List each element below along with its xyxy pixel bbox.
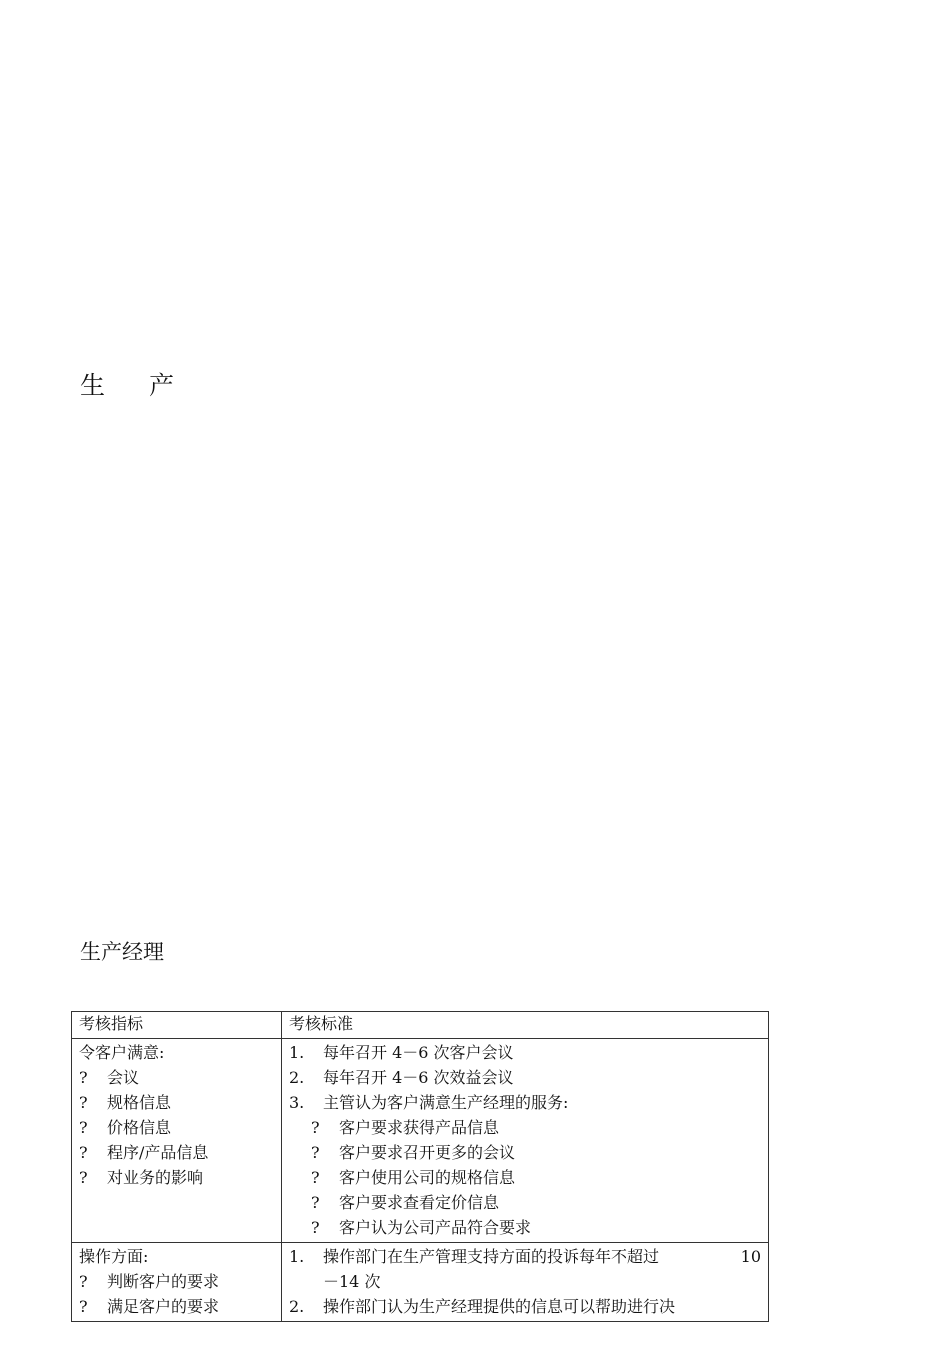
bullet: ? xyxy=(311,1193,320,1212)
standard-subitem: ? 客户要求召开更多的会议 xyxy=(289,1140,761,1165)
table-row xyxy=(72,1039,769,1243)
section-title xyxy=(80,366,174,402)
bullet: ? xyxy=(79,1297,88,1316)
bullet: ? xyxy=(311,1218,320,1237)
indicator-item: ? 对业务的影响 xyxy=(79,1165,274,1190)
standard-item: 2. 操作部门认为生产经理提供的信息可以帮助进行决 xyxy=(289,1297,676,1316)
indicator-item: ? 程序/产品信息 xyxy=(79,1140,274,1165)
standard-item: 1. 操作部门在生产管理支持方面的投诉每年不超过 10 xyxy=(289,1244,761,1269)
standard-cell xyxy=(282,1243,769,1322)
bullet: ? xyxy=(79,1068,88,1087)
table-row xyxy=(72,1243,769,1322)
bullet: ? xyxy=(311,1143,320,1162)
standard-item: 3. 主管认为客户满意生产经理的服务: xyxy=(289,1093,569,1112)
header-indicator: 考核指标 xyxy=(72,1012,282,1039)
section-title-char-2: 产 xyxy=(149,371,175,400)
bullet: ? xyxy=(79,1143,88,1162)
indicator-item: ? 规格信息 xyxy=(79,1090,274,1115)
indicator-title: 操作方面: xyxy=(79,1247,149,1266)
kpi-table xyxy=(71,1011,769,1322)
table-header-row xyxy=(72,1012,769,1039)
standard-item-continuation: －14 次 xyxy=(323,1272,381,1291)
bullet: ? xyxy=(311,1168,320,1187)
section-title-char-1: 生 xyxy=(80,371,106,400)
indicator-item: ? 会议 xyxy=(79,1065,274,1090)
standard-item: 2. 每年召开 4－6 次效益会议 xyxy=(289,1068,514,1087)
standard-subitem: ? 客户要求获得产品信息 xyxy=(289,1115,761,1140)
standard-item-tail: 10 xyxy=(740,1247,761,1266)
bullet: ? xyxy=(79,1093,88,1112)
indicator-cell xyxy=(72,1243,282,1322)
standard-item: 1. 每年召开 4－6 次客户会议 xyxy=(289,1043,514,1062)
standard-subitem: ? 客户要求查看定价信息 xyxy=(289,1190,761,1215)
header-standard: 考核标准 xyxy=(282,1012,769,1039)
indicator-item: ? 价格信息 xyxy=(79,1115,274,1140)
bullet: ? xyxy=(79,1118,88,1137)
indicator-item: ? 满足客户的要求 xyxy=(79,1294,274,1319)
standard-subitem: ? 客户使用公司的规格信息 xyxy=(289,1165,761,1190)
indicator-title: 令客户满意: xyxy=(79,1043,165,1062)
bullet: ? xyxy=(79,1168,88,1187)
standard-cell xyxy=(282,1039,769,1243)
indicator-cell xyxy=(72,1039,282,1243)
bullet: ? xyxy=(79,1272,88,1291)
bullet: ? xyxy=(311,1118,320,1137)
role-title: 生产经理 xyxy=(80,940,164,964)
standard-subitem: ? 客户认为公司产品符合要求 xyxy=(289,1215,761,1240)
indicator-item: ? 判断客户的要求 xyxy=(79,1269,274,1294)
